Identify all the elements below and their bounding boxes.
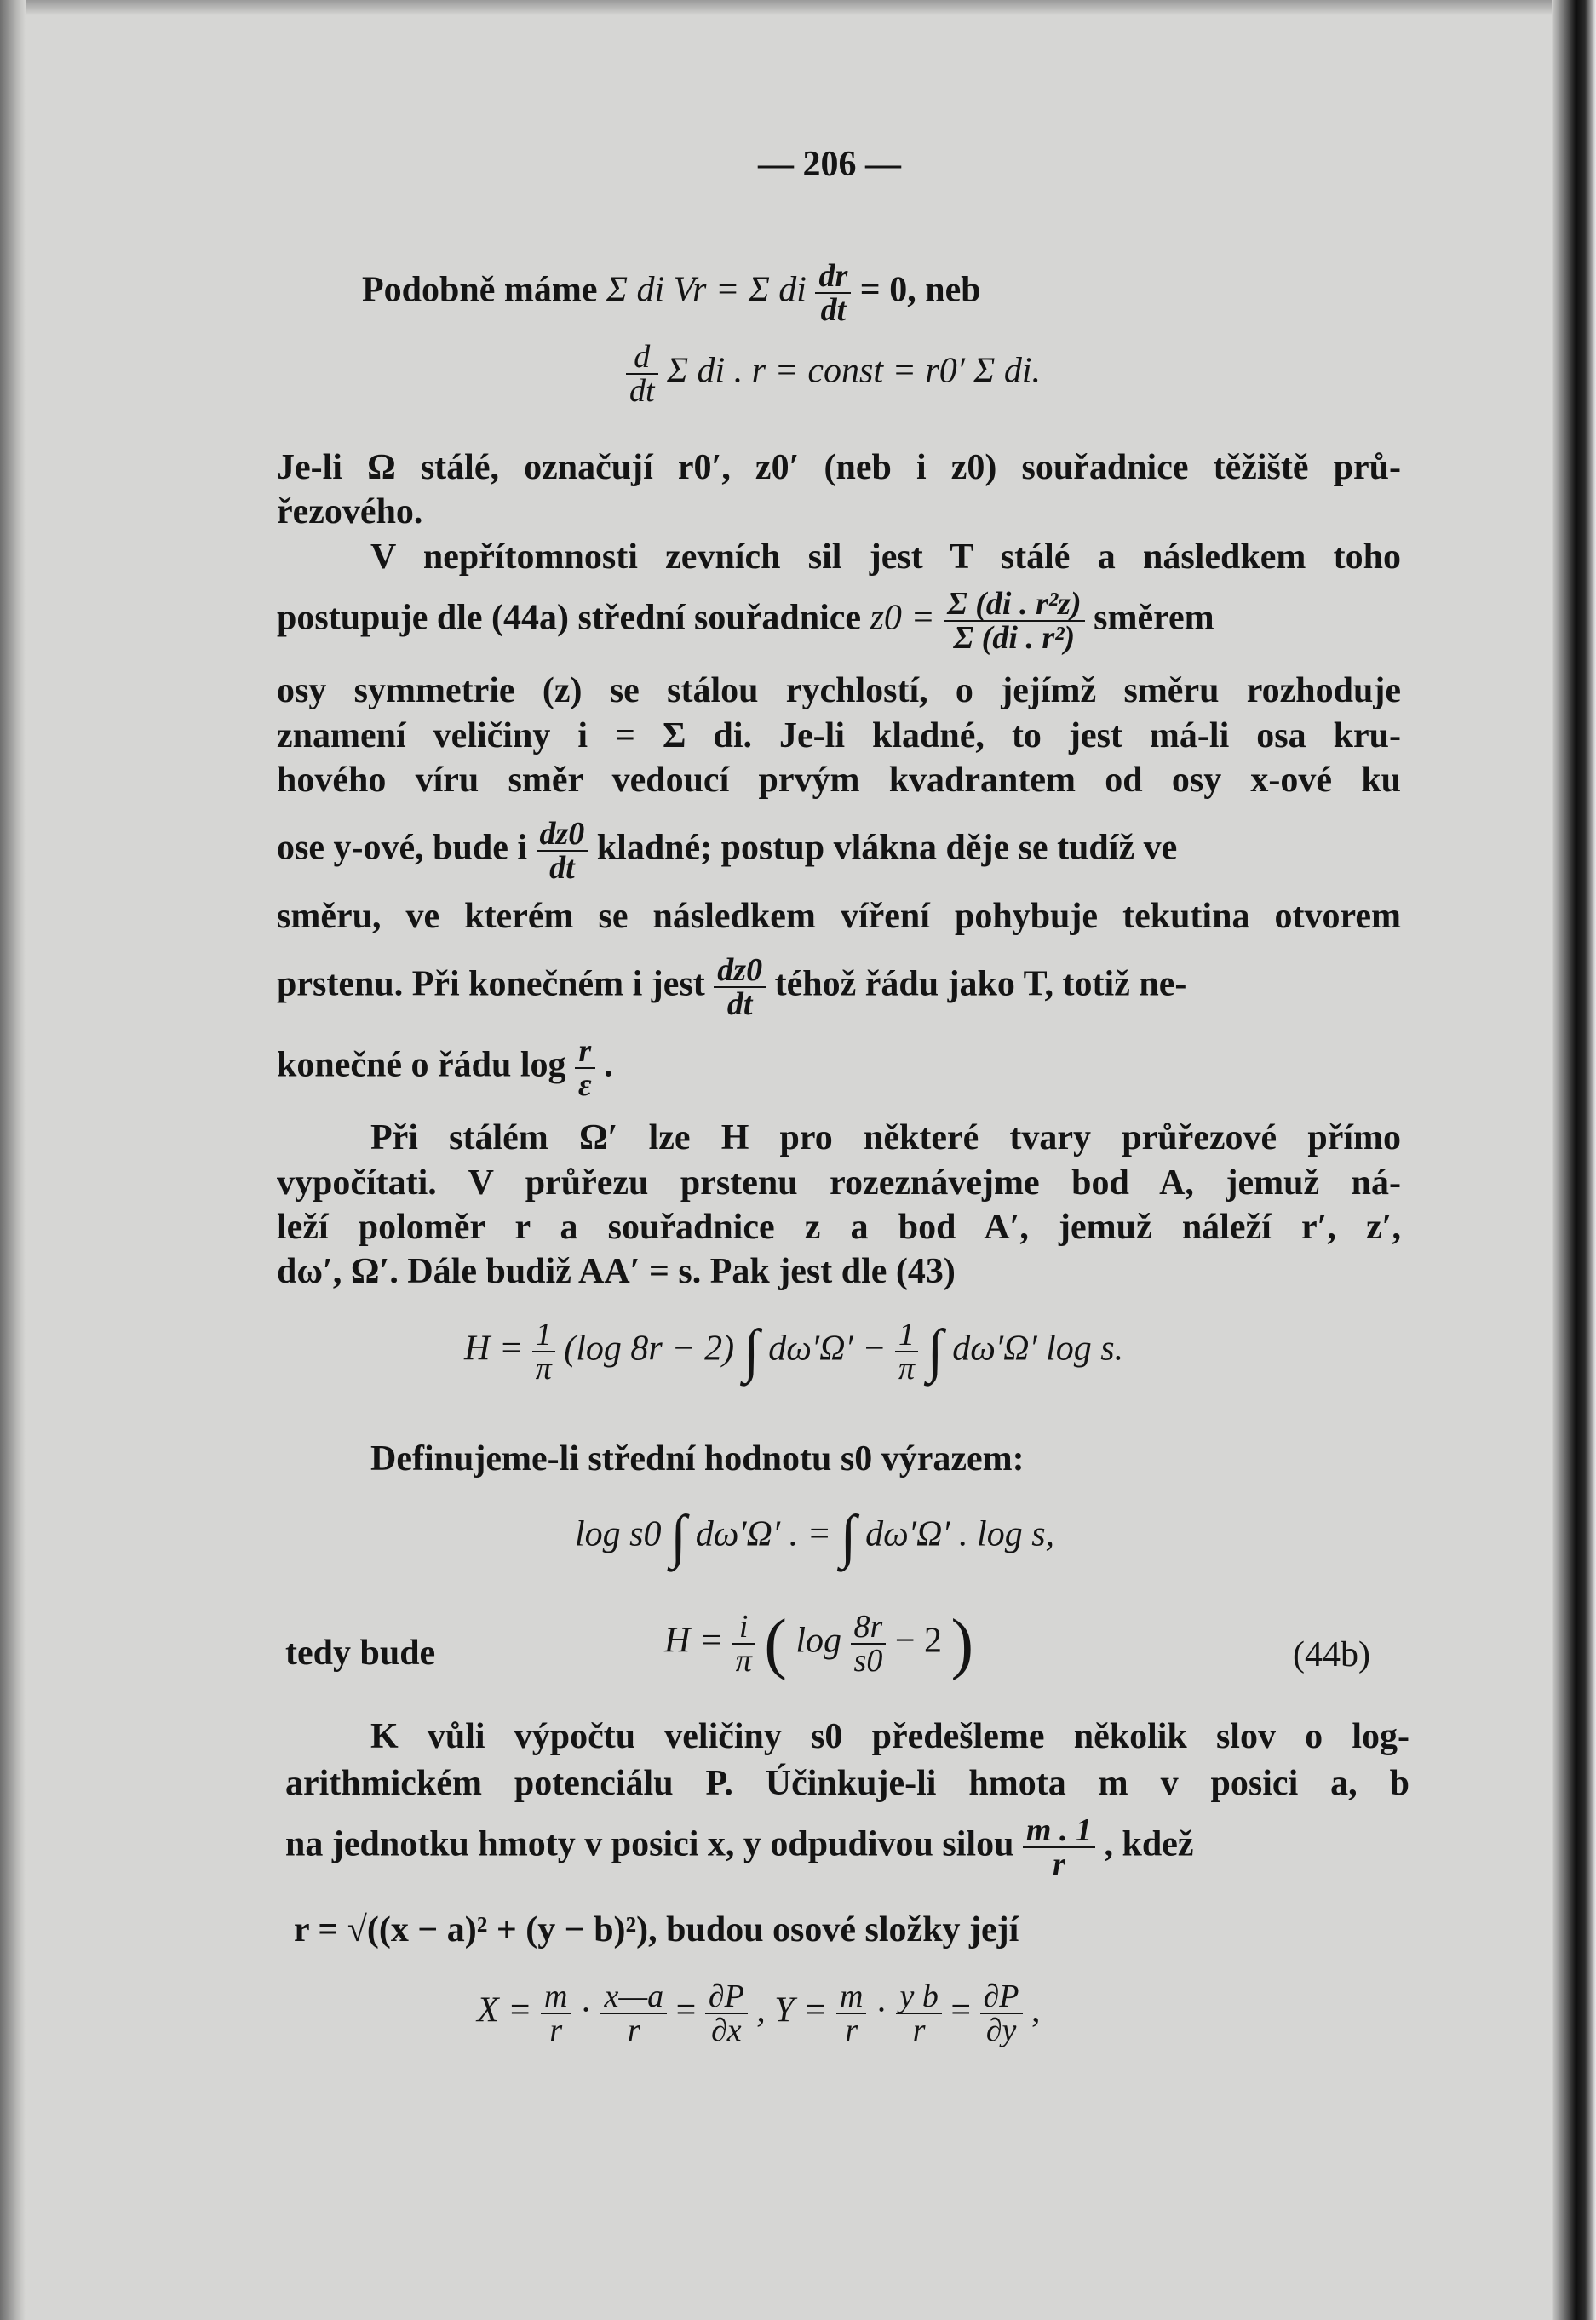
equation-43 [464, 1318, 1123, 1385]
fraction-denominator: dt [726, 986, 753, 1022]
line-22-text: na jednotku hmoty v posici x, y odpudivou silou [285, 1824, 1014, 1864]
fraction-numerator: m [541, 1980, 571, 2014]
line-20: K vůli výpočtu veličiny s0 předešleme několik slov o log- [370, 1717, 1409, 1756]
eq43-middle: (log 8r − 2) [564, 1329, 735, 1369]
fraction-numerator: i [732, 1611, 755, 1645]
eqXY-tail: , [1031, 1990, 1041, 2030]
eqXY-dot-2: · [875, 1990, 887, 2030]
eq43-fraction-1 [532, 1318, 555, 1385]
line-5: V nepřítomnosti zevních sil jest T stálé a následkem toho [370, 537, 1401, 577]
integral-sign-icon: ∫ [927, 1318, 944, 1384]
equation-definition [575, 1504, 1055, 1570]
line-1-fraction [815, 260, 851, 326]
eqXY-fraction-5 [896, 1980, 941, 2047]
line-17: dω′, Ω′. Dále budiž AA′ = s. Pak jest dle (43) [277, 1252, 956, 1291]
fraction-denominator: dt [629, 373, 655, 409]
line-19: tedy bude [285, 1634, 436, 1673]
line-12 [277, 954, 1186, 1020]
line-13-fraction [575, 1035, 595, 1101]
fraction-numerator: Σ (di . r²z) [944, 588, 1084, 622]
line-18: Definujeme-li střední hodnotu s0 výrazem: [370, 1439, 1025, 1479]
line-16: leží poloměr r a souřadnice z a bod A′, jemuž náleží r′, z′, [277, 1208, 1401, 1247]
line-12-text: prstenu. Při konečném i jest [277, 964, 705, 1004]
eqdef-left: log s0 [575, 1514, 662, 1554]
fraction-numerator: 8r [851, 1611, 887, 1645]
line-6-tail: směrem [1094, 598, 1214, 638]
fraction-numerator: x—a [600, 1980, 667, 2014]
fraction-numerator: dz0 [714, 954, 766, 988]
eqXY-X: X = [477, 1990, 532, 2030]
line-1-math: Σ di Vr = Σ di [606, 270, 807, 310]
eqXY-fraction-6 [980, 1980, 1023, 2047]
line-13-text: konečné o řádu log [277, 1045, 566, 1085]
line-1-text: Podobně máme [362, 270, 598, 310]
eq43-integrand-2: dω′Ω′ log s. [952, 1329, 1124, 1369]
line-6-fraction [944, 588, 1084, 654]
eqXY-fraction-2 [600, 1980, 667, 2047]
fraction-numerator: 1 [895, 1318, 918, 1352]
integral-sign-icon: ∫ [670, 1504, 687, 1570]
eqXY-equals-1: = [675, 1990, 697, 2030]
line-10-fraction [537, 818, 588, 884]
equation-44b [664, 1606, 974, 1681]
fraction-denominator: r [912, 2013, 926, 2048]
fraction-denominator: π [535, 1351, 552, 1387]
fraction-denominator: π [735, 1643, 752, 1679]
line-14: Při stálém Ω′ lze H pro některé tvary průřezové přímo [370, 1118, 1401, 1157]
fraction-denominator: s0 [853, 1643, 883, 1679]
line-12-tail: téhož řádu jako T, totiž ne- [774, 964, 1187, 1004]
line-10-tail: kladné; postup vlákna děje se tudíž ve [596, 828, 1178, 868]
line-15: vypočítati. V průřezu prstenu rozeznávejme bod A, jemuž ná- [277, 1163, 1401, 1203]
fraction-denominator: Σ (di . r²) [953, 620, 1076, 656]
eq43-left: H = [464, 1329, 524, 1369]
fraction-denominator: dt [820, 292, 847, 328]
eqXY-Y: , Y = [756, 1990, 828, 2030]
line-23: r = √((x − a)² + (y − b)²), budou osové složky její [294, 1910, 1019, 1950]
eq44b-left: H = [664, 1621, 724, 1661]
line-6-math: z0 = [870, 598, 935, 638]
line-22 [285, 1814, 1193, 1881]
eqdef-integrand-1: dω′Ω′ . = [695, 1514, 831, 1554]
fraction-numerator: 1 [532, 1318, 555, 1352]
integral-sign-icon: ∫ [743, 1318, 760, 1384]
eq44b-fraction-1 [732, 1611, 755, 1677]
eq44b-fraction-2 [851, 1611, 887, 1677]
equation-label-44b: (44b) [1293, 1635, 1370, 1674]
line-22-fraction [1023, 1814, 1095, 1881]
fraction-denominator: r [549, 2013, 563, 2048]
page-binding-edge [1552, 0, 1596, 2320]
integral-sign-icon: ∫ [840, 1504, 857, 1570]
fraction-numerator: m . 1 [1023, 1814, 1095, 1848]
equation-components [477, 1980, 1041, 2047]
eq44b-tail: − 2 [894, 1621, 943, 1661]
eqXY-fraction-3 [705, 1980, 748, 2047]
line-6-text: postupuje dle (44a) střední souřadnice [277, 598, 862, 638]
line-13 [277, 1035, 613, 1101]
eq43-integrand-1: dω′Ω′ − [768, 1329, 887, 1369]
equation-2-fraction [626, 341, 658, 407]
equation-2 [626, 341, 1041, 407]
eq44b-log: log [795, 1621, 842, 1661]
page-number: — 206 — [758, 145, 901, 184]
line-11: směru, ve kterém se následkem víření pohybuje tekutina otvorem [277, 897, 1401, 936]
eqXY-dot-1: · [579, 1990, 592, 2030]
fraction-denominator: r [627, 2013, 640, 2048]
line-7: osy symmetrie (z) se stálou rychlostí, o jejímž směru rozhoduje [277, 671, 1401, 710]
fraction-denominator: ∂x [710, 2013, 742, 2048]
fraction-numerator: ∂P [705, 1980, 748, 2014]
line-21: arithmickém potenciálu P. Účinkuje-li hmota m v posici a, b [285, 1764, 1409, 1803]
line-6 [277, 588, 1214, 654]
line-22-tail: , kdež [1104, 1824, 1194, 1864]
line-13-tail: . [604, 1045, 613, 1085]
eqdef-integrand-2: dω′Ω′ . log s, [865, 1514, 1055, 1554]
fraction-denominator: ε [578, 1067, 592, 1103]
eqXY-equals-2: = [950, 1990, 972, 2030]
fraction-denominator: π [898, 1351, 916, 1387]
left-paren: ( [764, 1606, 787, 1681]
line-9: hového víru směr vedoucí prvým kvadrantem od osy x-ové ku [277, 761, 1401, 800]
line-10 [277, 818, 1177, 884]
eqXY-fraction-4 [836, 1980, 866, 2047]
line-10-text: ose y-ové, bude i [277, 828, 527, 868]
line-8: znamení veličiny i = Σ di. Je-li kladné, to jest má-li osa kru- [277, 716, 1401, 755]
fraction-numerator: m [836, 1980, 866, 2014]
right-paren: ) [950, 1606, 974, 1681]
fraction-numerator: dr [815, 260, 851, 294]
line-12-fraction [714, 954, 766, 1020]
equation-2-math: Σ di . r = const = r0′ Σ di. [667, 351, 1042, 391]
line-1 [362, 260, 981, 326]
fraction-numerator: d [626, 341, 658, 375]
fraction-denominator: r [845, 2013, 858, 2048]
fraction-numerator: ∂P [980, 1980, 1023, 2014]
line-4: řezového. [277, 492, 423, 531]
line-1-tail: = 0, neb [859, 270, 981, 310]
line-3: Je-li Ω stálé, označují r0′, z0′ (neb i z0) souřadnice těžiště prů- [277, 448, 1401, 487]
page-top-shadow [0, 0, 1596, 15]
page-left-shadow [0, 0, 26, 2320]
fraction-denominator: ∂y [985, 2013, 1017, 2048]
fraction-numerator: dz0 [537, 818, 588, 852]
fraction-numerator: r [575, 1035, 595, 1069]
eq43-fraction-2 [895, 1318, 918, 1385]
fraction-numerator: y b [896, 1980, 941, 2014]
fraction-denominator: r [1053, 1846, 1065, 1882]
eqXY-fraction-1 [541, 1980, 571, 2047]
fraction-denominator: dt [549, 850, 575, 886]
